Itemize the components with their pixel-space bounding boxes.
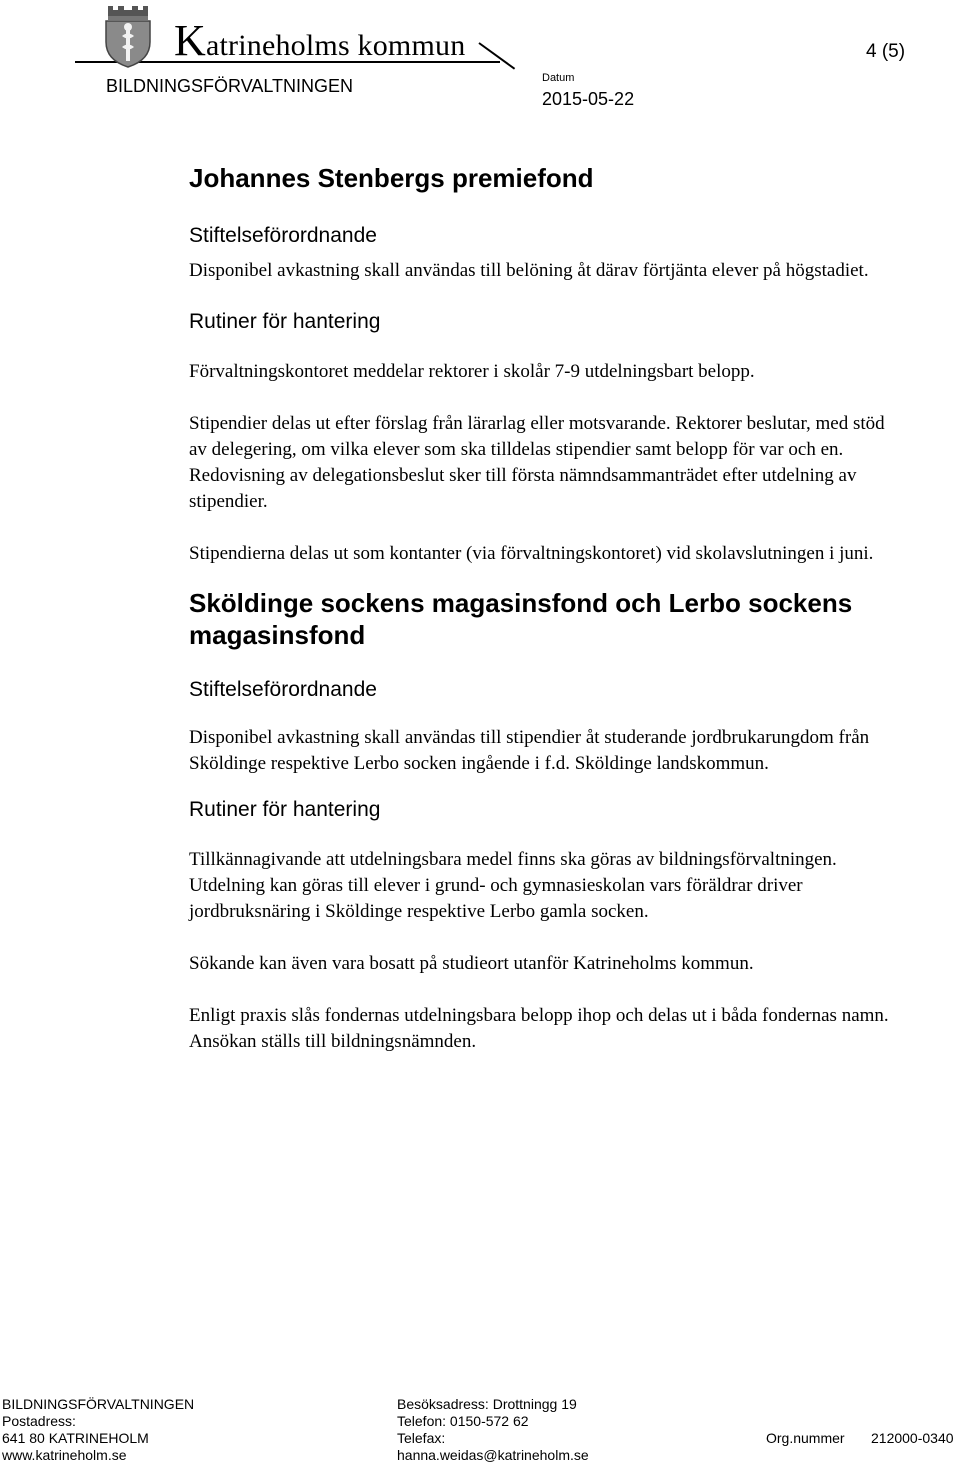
org-name-rest: atrineholms kommun: [205, 29, 466, 62]
paragraph: Stipendier delas ut efter förslag från lärarlag eller motsvarande. Rektorer beslutar, med stöd av delegering, om vilka elever som ska tilldelas stipendier samt belopp för var och en. Redovisning av delegationsbeslut sker till första nämndsammanträdet efter utdelning av stipendier.: [189, 413, 885, 512]
header-department: BILDNINGSFÖRVALTNINGEN: [106, 76, 354, 96]
paragraph: Enligt praxis slås fondernas utdelningsbara belopp ihop och delas ut i båda fondernas namn. Ansökan ställs till bildningsnämnden.: [189, 1005, 889, 1052]
org-name: [174, 16, 466, 66]
paragraph: Tillkännagivande att utdelningsbara medel finns ska göras av bildningsförvaltningen. Utdelning kan göras till elever i grund- och gymnasieskolan vars föräldrar driver jordbruksnäring i Sköldinge respektive Lerbo gamla socken.: [189, 849, 837, 922]
paragraph: Förvaltningskontoret meddelar rektorer i skolår 7-9 utdelningsbart belopp.: [189, 361, 755, 382]
subsection-heading: Stiftelseförordnande: [189, 224, 377, 247]
section-title: Sköldinge sockens magasinsfond och Lerbo sockens magasinsfond: [189, 588, 853, 650]
footer-email-link[interactable]: hanna.weidas@katrineholm.se: [397, 1447, 589, 1463]
footer-postal-address: 641 80 KATRINEHOLM: [2, 1430, 149, 1446]
org-name-initial: K: [174, 16, 206, 65]
date-label: Datum: [542, 72, 575, 84]
municipal-crest-icon: [100, 2, 156, 68]
footer-postal-label: Postadress:: [2, 1413, 76, 1429]
paragraph: Disponibel avkastning skall användas till belöning åt därav förtjänta elever på högstadiet.: [189, 260, 869, 281]
footer-website-link[interactable]: www.katrineholm.se: [2, 1447, 127, 1463]
page-number: 4 (5): [866, 41, 906, 62]
footer-visit-address: Besöksadress: Drottningg 19: [397, 1396, 577, 1412]
subsection-heading: Stiftelseförordnande: [189, 678, 377, 701]
footer-org-label: Org.nummer: [766, 1430, 845, 1446]
footer-fax: Telefax:: [397, 1430, 446, 1446]
logo-slash: [478, 42, 515, 69]
document-body: [189, 162, 889, 1055]
date-value: 2015-05-22: [542, 89, 635, 109]
paragraph: Disponibel avkastning skall användas till stipendier åt studerande jordbrukarungdom från Sköldinge respektive Lerbo socken ingående i f.d. Sköldinge landskommun.: [189, 727, 870, 774]
footer-org-number: 212000-0340: [871, 1430, 954, 1446]
section-title: Johannes Stenbergs premiefond: [189, 163, 594, 193]
subsection-heading: Rutiner för hantering: [189, 310, 381, 333]
paragraph: Sökande kan även vara bosatt på studieort utanför Katrineholms kommun.: [189, 953, 754, 974]
footer-phone: Telefon: 0150-572 62: [397, 1413, 529, 1429]
subsection-heading: Rutiner för hantering: [189, 798, 381, 821]
footer-department: BILDNINGSFÖRVALTNINGEN: [2, 1396, 195, 1412]
paragraph: Stipendierna delas ut som kontanter (via förvaltningskontoret) vid skolavslutningen i juni.: [189, 543, 874, 564]
